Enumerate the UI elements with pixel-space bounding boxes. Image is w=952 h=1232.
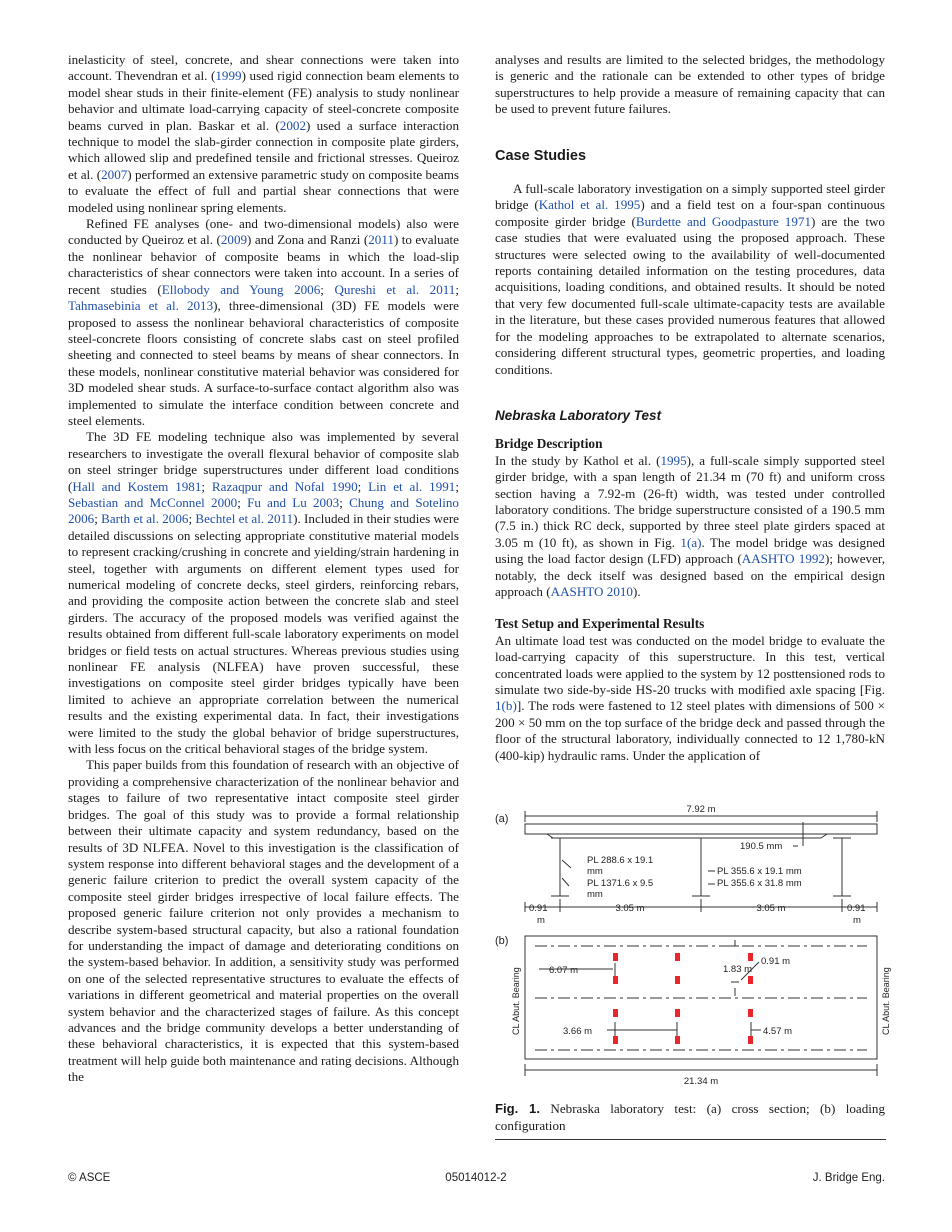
load-pad bbox=[675, 976, 680, 984]
citation-link[interactable]: 2007 bbox=[101, 166, 128, 182]
figure-1 bbox=[495, 800, 891, 1100]
deck-thickness-label: 190.5 mm bbox=[740, 841, 783, 852]
caption-divider bbox=[495, 1139, 886, 1140]
overhang-right-unit: m bbox=[853, 915, 861, 926]
citation-link[interactable]: Chung and Sotelino 2006 bbox=[68, 494, 459, 527]
panel-b-label: (b) bbox=[495, 935, 509, 947]
citation-link[interactable]: Lin et al. 1991 bbox=[368, 478, 456, 494]
steel-girder bbox=[833, 838, 851, 896]
load-pad bbox=[675, 1036, 680, 1044]
citation-link[interactable]: Sebastian and McConnel 2000 bbox=[68, 494, 238, 510]
paragraph-this-paper: This paper builds from this foundation of research with an objective of providing a comprehensive characterization of the nonlinear behavior and stages to failure of two representative intact composite steel girder bridges. The goal of this study was to provide a formal relationship between their ultimate capacity and system redundancy, based on the results of 3D NLFEA. Novel to this investigation is the classification of system response into different behavioral stages and the development of a generic failure criterion to predict the overall system capacity of the composite steel girder bridges irrespective of local failure effects. The proposed generic failure criterion not only provides a mechanism to describe system-based structural capacity, but also a rational foundation for understanding the impact of damage and deteriorating conditions on the system-based behavior. In addition, a sensitivity study was performed on one of the selected representative structures to evaluate the effects of variations in different geometrical and material properties on the overall system behavior and the characterized stages of failure. As this concept advances and the bridge community develops a better understanding of these behavioral characteristics, it is expected that this system-based treatment will help guide both maintenance and rating decisions. Although the bbox=[68, 757, 459, 1085]
paragraph-intro-end: analyses and results are limited to the selected bridges, the methodology is generic and the rationale can be extended to other types of bridge superstructures to help provide a measure of remaining capacity that can be used to prevent future failures. bbox=[495, 52, 885, 117]
spacing-label-1: 3.05 m bbox=[615, 903, 645, 914]
concrete-deck bbox=[525, 824, 877, 834]
subsection-heading-nebraska: Nebraska Laboratory Test bbox=[495, 407, 662, 423]
load-pad bbox=[675, 1009, 680, 1017]
load-pad bbox=[748, 1036, 753, 1044]
load-pad bbox=[748, 953, 753, 961]
citation-link[interactable]: Burdette and Goodpasture 1971 bbox=[635, 213, 811, 229]
right-column bbox=[495, 52, 885, 764]
steel-girder bbox=[551, 838, 569, 896]
citation-link[interactable]: Kathol et al. 1995 bbox=[538, 197, 641, 213]
dim-3-66: 3.66 m bbox=[563, 1026, 593, 1037]
heading-bridge-description: Bridge Description bbox=[495, 436, 603, 452]
dim-4-57: 4.57 m bbox=[763, 1026, 793, 1037]
paragraph-refined-fe: Refined FE analyses (one- and two-dimensional models) also were conducted by Queiroz et al. (2009) and Zona and Ranzi (2011) to evaluate the nonlinear behavior of composite beams in which the load-slip characteristics of shear connectors were taken into account. In a series of recent studies (Ellobody and Young 2006; Qureshi et al. 2011; Tahmasebinia et al. 2013), three-dimensional (3D) FE models were proposed to assess the nonlinear behavioral characteristics of composite steel-concrete floors consisting of concrete slabs cast on steel profiled sheeting and connected to steel beams by means of shear connectors. In these models, nonlinear constitutive material behavior was considered for 3D modeled shear studs. A surface-to-surface contact algorithm also was implemented to simulate the interface condition between concrete and steel elements. bbox=[68, 216, 459, 428]
span-label: 21.34 m bbox=[683, 1076, 719, 1087]
citation-link[interactable]: Fu and Lu 2003 bbox=[247, 494, 340, 510]
citation-link[interactable]: 2009 bbox=[220, 232, 248, 248]
overhang-left-unit: m bbox=[537, 915, 545, 926]
citation-link[interactable]: Tahmasebinia et al. 2013 bbox=[68, 298, 214, 314]
footer-copyright: © ASCE bbox=[68, 1172, 111, 1184]
section-heading-case-studies: Case Studies bbox=[495, 147, 587, 164]
citation-link[interactable]: Razaqpur and Nofal 1990 bbox=[211, 478, 358, 494]
load-pad bbox=[748, 976, 753, 984]
figure-caption-text: Nebraska laboratory test: (a) cross section; (b) loading configuration bbox=[495, 1101, 885, 1133]
citation-link[interactable]: 1999 bbox=[215, 68, 242, 84]
paragraph-test-setup: An ultimate load test was conducted on the model bridge to evaluate the load-carrying capacity of this superstructure. In this test, vertical concentrated loads were applied to the system by 12 posttensioned rods to simulate two side-by-side HS-20 trucks with modified axle spacing [Fig. 1(b)]. The rods were fastened to 12 steel plates with dimensions of 500 × 200 × 50 mm on the top surface of the bridge deck and passed through the floor of the structural laboratory, individually connected to 12 1,780-kN (400-kip) hydraulic rams. Under the application of bbox=[495, 632, 885, 763]
overhang-left-label: 0.91 bbox=[529, 903, 548, 914]
figure-link[interactable]: 1(b) bbox=[495, 698, 517, 714]
steel-girder bbox=[692, 838, 710, 896]
citation-link[interactable]: Qureshi et al. 2011 bbox=[334, 281, 456, 297]
panel-a-label: (a) bbox=[495, 813, 509, 825]
figure-caption bbox=[495, 1100, 885, 1134]
figure-link[interactable]: 1(a) bbox=[680, 534, 702, 550]
citation-link[interactable]: Hall and Kostem 1981 bbox=[72, 478, 202, 494]
citation-link[interactable]: 2011 bbox=[368, 232, 394, 248]
paragraph-case-studies: A full-scale laboratory investigation on a simply supported steel girder bridge (Kathol et al. 1995) and a field test on a four-span continuous composite girder bridge (Burdette and Goodpasture 1971) are the two case studies that were evaluated using the proposed approach. These structures were selected owing to the availability of well-documented reports containing detailed information on the testing procedures, data acquisitions, loading conditions, and obtained results. It should be noted that very few documented full-scale ultimate-capacity tests are available in the literature, but these cases provided numerous features that allowed for the modeling approaches to be extrapolated to alternate scenarios, considering different structural types, geometric properties, and loading conditions. bbox=[495, 181, 885, 377]
citation-link[interactable]: AASHTO 2010 bbox=[550, 583, 633, 599]
cross-section bbox=[525, 811, 877, 912]
footer-article-id: 05014012-2 bbox=[445, 1172, 507, 1184]
paragraph-3d-fe: The 3D FE modeling technique also was implemented by several researchers to investigate the overall flexural behavior of composite slab on steel stringer bridge superstructures under different load conditions (Hall and Kostem 1981; Razaqpur and Nofal 1990; Lin et al. 1991; Sebastian and McConnel 2000; Fu and Lu 2003; Chung and Sotelino 2006; Barth et al. 2006; Bechtel et al. 2011). Included in their studies were detailed discussions on selecting appropriate constitutive material models to represent cracking/crushing in concrete and yielding/strain hardening in steel, together with arguments on different element types used for numerical modeling of concrete decks, steel girders, reinforcing rebars, and providing the composite action between the concrete slab and steel girders. The accuracy of the proposed models was verified against the results obtained from different full-scale laboratory experiments on model bridges or field tests on actual structures. Whereas previous studies using nonlinear FE analysis (NLFEA) have proven successful, these investigations on composite steel girder bridges typically have been limited to achieve an appropriate correlation between the numerical results and the existing experimental data. In fact, their investigations were limited to the study the global behavior of bridge superstructures, with less focus on the critical behavioral stages of the bridge system. bbox=[68, 429, 459, 757]
right-plate-label-1: PL 355.6 x 19.1 mm bbox=[717, 866, 802, 877]
left-column bbox=[68, 52, 459, 1086]
load-pad bbox=[748, 1009, 753, 1017]
paragraph-bridge-description: In the study by Kathol et al. (1995), a full-scale simply supported steel girder bridge, with a span length of 21.34 m (70 ft) and uniform cross section having a 7.92-m (26-ft) width, was tested under controlled laboratory conditions. The bridge superstructure consisted of a 190.5 mm (7.5 in.) thick RC deck, supported by three steel plate girders spaced at 3.05 m (10 ft), as shown in Fig. 1(a). The model bridge was designed using the load factor design (LFD) approach (AASHTO 1992); however, notably, the deck itself was designed based on the empirical design approach (AASHTO 2010). bbox=[495, 452, 885, 599]
citation-link[interactable]: 1995 bbox=[660, 452, 687, 468]
width-label: 7.92 m bbox=[686, 804, 716, 815]
spacing-label-2: 3.05 m bbox=[756, 903, 786, 914]
right-bearing-label: CL Abut. Bearing bbox=[881, 967, 891, 1035]
load-pad bbox=[613, 976, 618, 984]
flange-label-unit: mm bbox=[587, 866, 603, 877]
citation-link[interactable]: Ellobody and Young 2006 bbox=[161, 281, 321, 297]
citation-link[interactable]: 2002 bbox=[279, 117, 306, 133]
load-pad bbox=[675, 953, 680, 961]
footer-journal: J. Bridge Eng. bbox=[812, 1172, 885, 1184]
load-pad bbox=[613, 953, 618, 961]
citation-link[interactable]: AASHTO 1992 bbox=[741, 551, 825, 567]
dim-6-07: 6.07 m bbox=[549, 965, 579, 976]
web-label-unit: mm bbox=[587, 889, 603, 900]
citation-link[interactable]: Barth et al. 2006 bbox=[101, 511, 189, 527]
citation-link[interactable]: Bechtel et al. 2011 bbox=[195, 511, 294, 527]
right-plate-label-2: PL 355.6 x 31.8 mm bbox=[717, 878, 802, 889]
load-pad bbox=[613, 1036, 618, 1044]
flange-label: PL 288.6 x 19.1 bbox=[587, 855, 654, 866]
dim-1-83: 1.83 m bbox=[723, 964, 753, 975]
overhang-right-label: 0.91 bbox=[847, 903, 866, 914]
load-pad bbox=[613, 1009, 618, 1017]
figure-1-drawing bbox=[495, 800, 891, 1100]
heading-test-setup: Test Setup and Experimental Results bbox=[495, 616, 705, 632]
left-bearing-label: CL Abut. Bearing bbox=[511, 967, 521, 1035]
figure-caption-label: Fig. 1. bbox=[495, 1101, 540, 1116]
dim-0-91: 0.91 m bbox=[761, 956, 791, 967]
paragraph-intro-continued: inelasticity of steel, concrete, and shear connections were taken into account. Thevendran et al. (1999) used rigid connection beam elements to model shear studs in their finite-element (FE) analysis to study nonlinear behavior and ultimate load-carrying capacity of steel-concrete composite beams curved in plan. Baskar et al. (2002) used a surface interaction technique to model the slab-girder connection in composite plate girders, which allowed slip and predefined tensile and frictional stresses. Queiroz et al. (2007) performed an extensive parametric study on composite beams to evaluate the effect of full and partial shear connections that were modeled using nonlinear spring elements. bbox=[68, 52, 460, 215]
loading-plan bbox=[525, 936, 877, 1076]
web-label: PL 1371.6 x 9.5 bbox=[587, 878, 654, 889]
